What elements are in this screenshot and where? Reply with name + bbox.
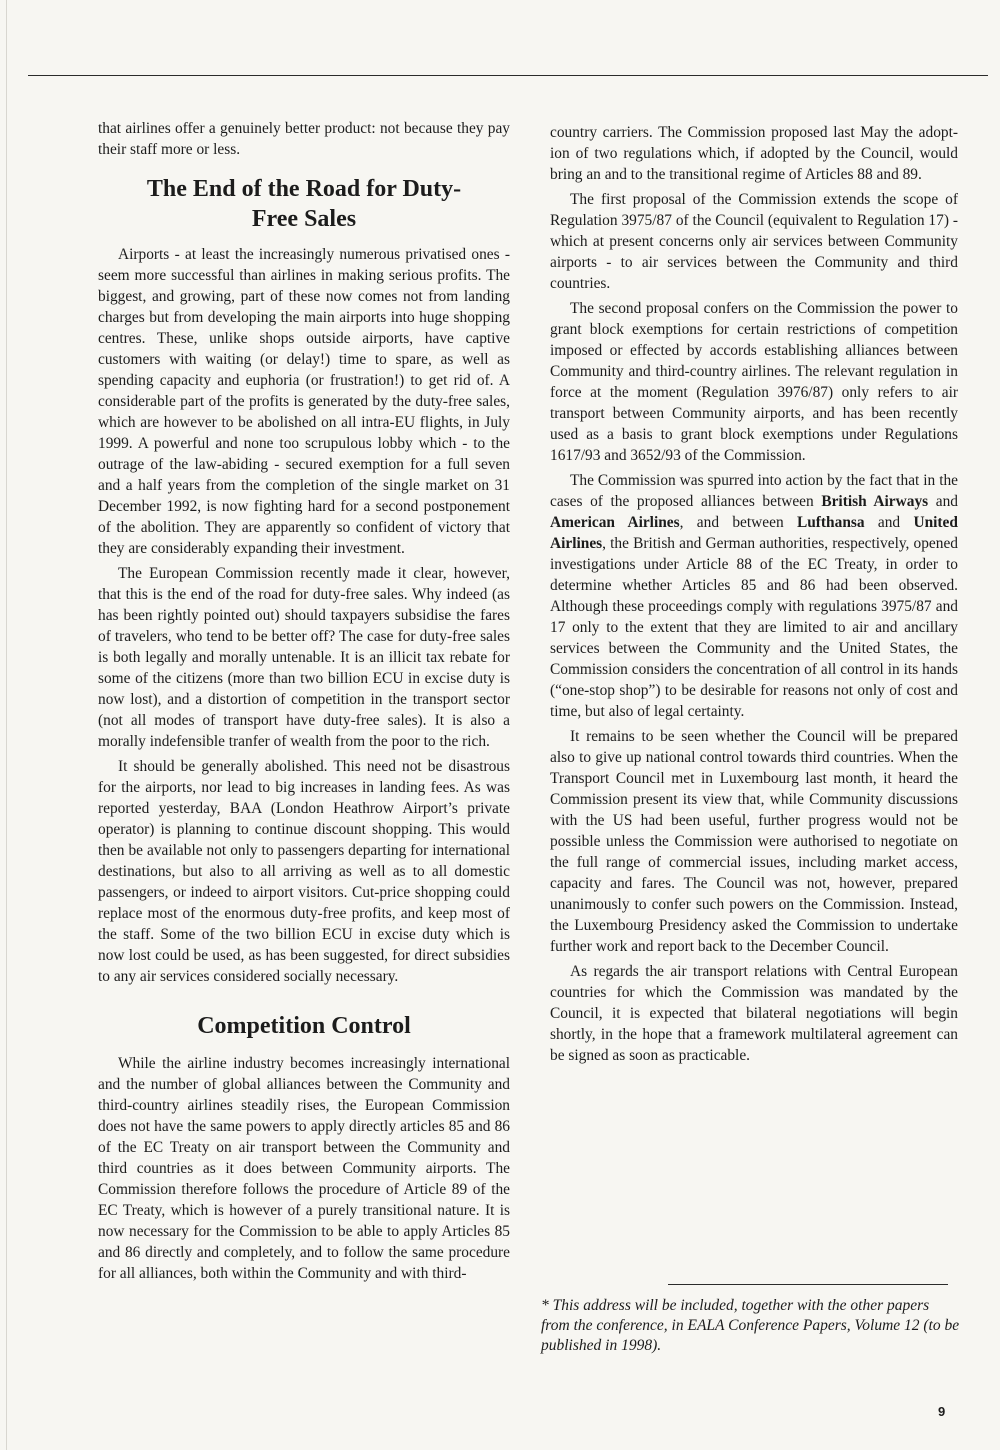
page-edge (6, 0, 7, 1450)
right-paragraph-1: country carriers. The Commission proposed last May the adopt-ion of two regulations which, if adopted by the Council, would bring an and to the transitional regime of Articles 88 and 89. (550, 124, 958, 183)
p4-text-b: and (935, 493, 958, 510)
right-paragraph-5: It remains to be seen whether the Council will be prepared also to give up national control towards third countries. When the Transport Council met in Luxembourg last month, it heard the Commission present its view that, while Community discussions with the US had been useful, further progress would not be possible unless the Commission were authorised to negotiate on the full range of commercial issues, including market access, capacity and fares. The Council was not, however, prepared unanimously to confer such powers on the Commission. Instead, the Luxembourg Presidency asked the Commission to undertake further work and report back to the December Council. (550, 728, 958, 955)
heading-duty-free: The End of the Road for Duty-Free Sales (146, 176, 462, 232)
header-rule (28, 75, 988, 76)
footnote-rule (668, 1284, 948, 1285)
duty-free-paragraph-3: It should be generally abolished. This need not be disastrous for the airports, nor lead to big increases in landing fees. As was reported yesterday, BAA (London Heathrow Airport’s private operator) is planning to continue discount shopping. This would then be available not only to passengers departing for international destinations, but also to all arriving as well as to all domestic passengers, or indeed to airport visitors. Cut-price shopping could replace most of the enormous duty-free profits, and keep most of the staff. Some of the two billion ECU in excise duty which is now lost could be used, as has been suggested, for direct subsidies to any air services considered socially necessary. (98, 758, 510, 985)
right-paragraph-3: The second proposal confers on the Commission the power to grant block exemptions for certain restrictions of competition imposed or effected by accords establishing alliances between Community and third-country airlines. The relevant regulation in force at the moment (Regulation 3976/87) only refers to air transport between Community airports, and has been recently used as a basis to grant block exemptions under Regulations 1617/93 and 3652/93 of the Commission. (550, 300, 958, 464)
heading-competition-control: Competition Control (197, 1013, 411, 1039)
right-column (550, 122, 958, 1070)
competition-paragraph-1: While the airline industry becomes increasingly international and the number of global alliances between the Community and third-country airlines steadily rises, the European Commission does not have the same powers to apply directly articles 85 and 86 of the EC Treaty on air transport between the Community and third countries as it does between Community airports. The Commission therefore follows the procedure of Article 89 of the EC Treaty, which is however of a purely transitional nature. It is now necessary for the Commission to be able to apply Articles 85 and 86 directly and completely, and to follow the same procedure for all alliances, both within the Community and with third- (98, 1055, 510, 1282)
british-airways: British Airways (821, 493, 929, 510)
p4-text-a: The Commission was spurred into action by the fact that in the cases of the proposed alliances between (550, 472, 958, 510)
right-paragraph-4 (550, 470, 958, 722)
footnote: * This address will be included, together with the other papers from the conference, in EALA Conference Papers, Volume 12 (to be published in 1998). (541, 1297, 960, 1354)
p4-text-c: , and between (679, 514, 784, 531)
right-paragraph-6: As regards the air transport relations with Central European countries for which the Commission was mandated by the Council, it is expected that bilateral negotiations will begin shortly, in the hope that a framework multilateral agreement can be signed as soon as practicable. (550, 963, 958, 1064)
p4-text-d: and (877, 514, 901, 531)
american-airlines: American Airlines (550, 514, 680, 531)
page-number: 9 (938, 1404, 946, 1419)
united-airlines: United Airlines (550, 514, 958, 552)
duty-free-paragraph-2: The European Commission recently made it clear, however, that this is the end of the road for duty-free sales. Why indeed (as has been rightly pointed out) should taxpayers subsidise the fares of travelers, who tend to be better off? The case for duty-free sales is both legally and morally untenable. It is an illicit tax rebate for some of the citizens (more than two billion ECU in excise duty is now lost), and a distortion of competition in the transport sector (not all modes of transport have duty-free sales). It is also a morally indefensible tranfer of wealth from the poor to the rich. (98, 565, 510, 750)
duty-free-paragraph-1: Airports - at least the increasingly numerous privatised ones - seem more successful than airlines in making serious profits. The biggest, and growing, part of these now comes not from landing charges but from developing the main airports into huge shopping centres. These, unlike shops outside airports, have captive customers with waiting (or delay!) time to spare, as well as spending capacity and euphoria (or frustration!) to get rid of. A considerable part of the profits is generated by the duty-free sales, which are however to be abolished on all intra-EU flights, in July 1999. A powerful and none too scrupulous lobby which - to the outrage of the law-abiding - secured exemption for a full seven and a half years from the completion of the single market on 31 December 1992, is now fighting hard for a second postponement of the abolition. They are apparently so confident of victory that they are considerably expanding their investment. (98, 246, 510, 557)
right-paragraph-2: The first proposal of the Commission extends the scope of Regulation 3975/87 of the Council (equivalent to Regulation 17) - which at present concerns only air services between Community airports - to air services between the Community and third countries. (550, 191, 958, 292)
lufthansa: Lufthansa (796, 514, 865, 531)
intro-paragraph: that airlines offer a genuinely better product: not because they pay their staff more or less. (98, 120, 510, 158)
p4-text-e: , the British and German authorities, respectively, opened investigations under Article 88 of the EC Treaty, in order to determine whether Articles 85 and 86 had been observed. Although these proceedings comply with regulations 3975/87 and 17 only to the extent that they are limited to air and ancillary services between the Community and the United States, the Commission considers the concentration of all control in its hands (“one-stop shop”) to be desirable for reasons not only of cost and time, but also of legal certainty. (550, 535, 958, 720)
left-column (98, 118, 510, 1288)
